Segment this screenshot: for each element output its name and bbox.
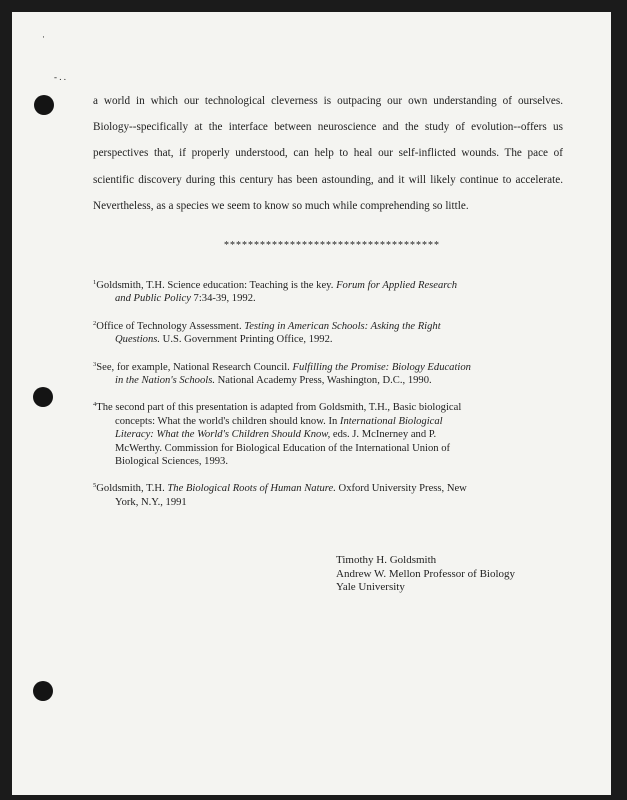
body-paragraph bbox=[93, 88, 563, 219]
scan-mark: ‐ . . bbox=[54, 72, 66, 82]
scan-mark: · bbox=[42, 32, 45, 42]
footnote-4: $^4$The second part of this presentation is adapted from Goldsmith, T.H., Basic biological concepts: What the world's children should know. In International Biological Literacy: What the World's Children Should Know, eds. J. McInerney and P. McWerthy. Commission for Biological Education of the International Union of Biological Sciences, 1993. bbox=[93, 401, 462, 468]
footnote-2: $^2$Office of Technology Assessment. Testing in American Schools: Asking the Right Questions. U.S. Government Printing Office, 1992. bbox=[93, 319, 441, 346]
punch-hole-bottom bbox=[33, 681, 53, 701]
body-line: Biology--specifically at the interface between neuroscience and the study of evolution--offers us bbox=[93, 121, 563, 134]
footnote-number: 2 bbox=[93, 319, 97, 327]
document-page bbox=[12, 12, 611, 795]
body-line: Nevertheless, as a species we seem to know so much while comprehending so little. bbox=[93, 199, 469, 212]
body-line: a world in which our technological cleverness is outpacing our own understanding of ourselves. bbox=[93, 95, 563, 107]
author-name: Timothy H. Goldsmith bbox=[336, 554, 437, 566]
author-title: Andrew W. Mellon Professor of Biology bbox=[336, 567, 516, 580]
signature-block bbox=[336, 554, 515, 595]
footnote-number: 1 bbox=[93, 279, 97, 286]
body-line: perspectives that, if properly understood, can help to heal our self-inflicted wounds. The pace of bbox=[93, 147, 563, 160]
section-separator: ************************************ bbox=[224, 240, 440, 251]
footnotes bbox=[93, 276, 523, 520]
body-line: scientific discovery during this century has been astounding, and it will likely continue to accelerate. bbox=[93, 173, 563, 186]
footnote-3: $^3$See, for example, National Research Council. Fulfilling the Promise: Biology Education in the Nation's Schools. National Academy Press, Washington, D.C., 1990. bbox=[93, 360, 471, 387]
footnote-number: 3 bbox=[93, 360, 97, 368]
footnote-5: $^5$Goldsmith, T.H. The Biological Roots of Human Nature. Oxford University Press, New York, N.Y., 1991 bbox=[93, 482, 467, 508]
footnote-1: $^1$Goldsmith, T.H. Science education: Teaching is the key. Forum for Applied Research and Public Policy 7:34-39, 1992. bbox=[93, 279, 458, 305]
punch-hole-middle bbox=[33, 387, 53, 407]
punch-hole-top bbox=[34, 95, 54, 115]
footnote-number: 5 bbox=[93, 482, 97, 490]
footnote-number: 4 bbox=[93, 401, 97, 409]
author-institution: Yale University bbox=[336, 581, 405, 593]
